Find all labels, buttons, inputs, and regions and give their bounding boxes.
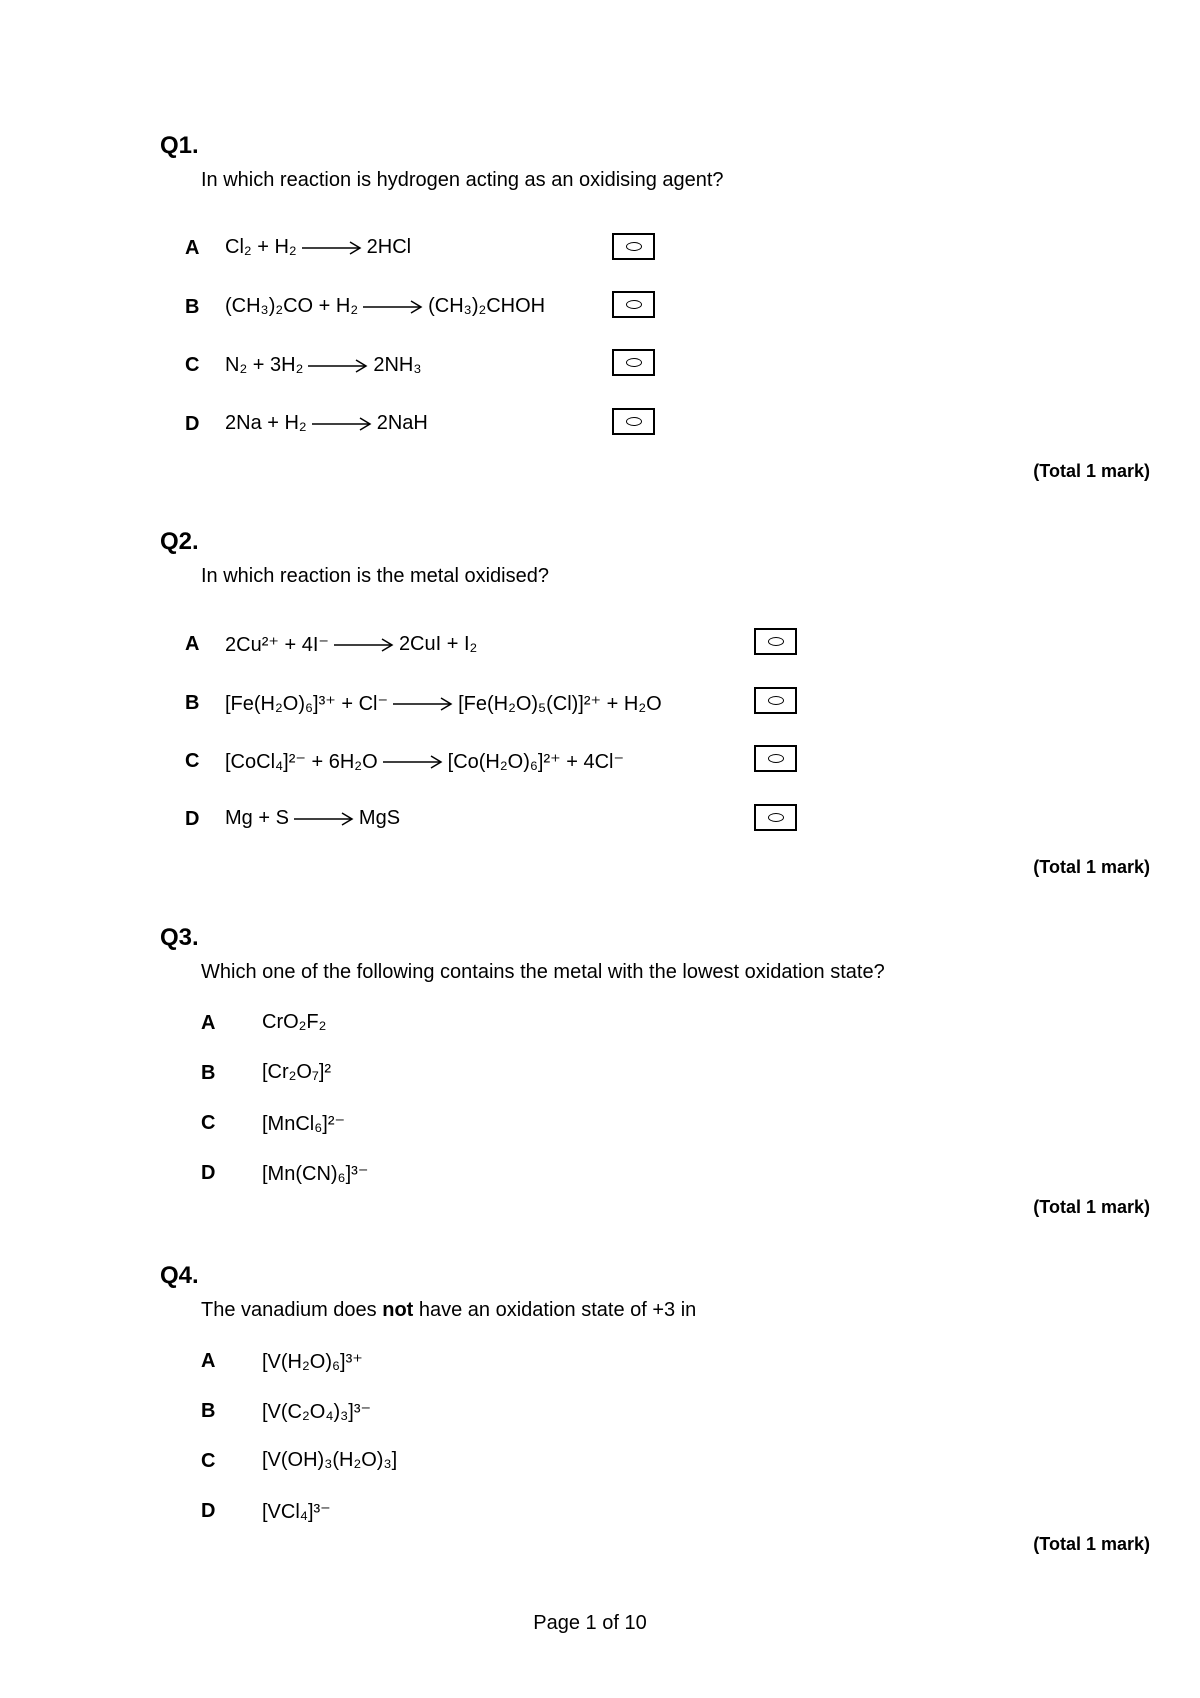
answer-bubble-icon <box>626 358 642 367</box>
q2-option-d-products: MgS <box>358 807 401 829</box>
answer-bubble-icon <box>626 242 642 251</box>
q3-option-a-letter: A <box>201 1012 216 1034</box>
q1-total-mark: (Total 1 mark) <box>1033 461 1150 481</box>
answer-bubble-icon <box>768 637 784 646</box>
q2-option-d-answer-box[interactable] <box>754 804 797 831</box>
question-4-number: Q4. <box>160 1262 199 1289</box>
q1-option-d-answer-box[interactable] <box>612 408 655 435</box>
q1-option-b-answer-box[interactable] <box>612 291 655 318</box>
q1-option-c-equation <box>225 354 422 377</box>
q4-stem-emphasis: not <box>382 1299 414 1321</box>
q2-option-c-answer-box[interactable] <box>754 745 797 772</box>
q1-option-c-answer-box[interactable] <box>612 349 655 376</box>
q4-stem-after: have an oxidation state of +3 in <box>413 1299 697 1321</box>
reaction-arrow-icon <box>294 812 354 826</box>
answer-bubble-icon <box>768 696 784 705</box>
q1-option-d-reactants: 2Na + H₂ <box>225 412 307 434</box>
q2-option-a-answer-box[interactable] <box>754 628 797 655</box>
q3-option-b-text: [Cr₂O₇]² <box>262 1061 332 1083</box>
q2-option-b-reactants: [Fe(H₂O)₆]³⁺ + Cl⁻ <box>225 693 389 715</box>
question-2-number: Q2. <box>160 528 199 555</box>
q2-option-d-letter: D <box>185 808 200 830</box>
q1-option-c-reactants: N₂ + 3H₂ <box>225 354 304 376</box>
q1-option-b-equation <box>225 295 545 318</box>
q2-option-a-products: 2CuI + I₂ <box>398 633 478 655</box>
reaction-arrow-icon <box>363 300 423 314</box>
q1-option-a-reactants: Cl₂ + H₂ <box>225 236 297 258</box>
answer-bubble-icon <box>768 754 784 763</box>
q2-option-c-reactants: [CoCl₄]²⁻ + 6H₂O <box>225 751 378 773</box>
q4-option-c-text: [V(OH)₃(H₂O)₃] <box>262 1449 398 1471</box>
reaction-arrow-icon <box>383 755 443 769</box>
answer-bubble-icon <box>626 300 642 309</box>
q2-option-b-letter: B <box>185 692 200 714</box>
q2-total-mark: (Total 1 mark) <box>1033 857 1150 877</box>
q4-stem-before: The vanadium does <box>201 1299 383 1321</box>
q3-option-d-letter: D <box>201 1162 216 1184</box>
q4-option-a-letter: A <box>201 1350 216 1372</box>
reaction-arrow-icon <box>312 417 372 431</box>
q2-option-a-equation <box>225 632 477 657</box>
q3-total-mark: (Total 1 mark) <box>1033 1197 1150 1217</box>
q3-option-a-text: CrO₂F₂ <box>262 1011 327 1033</box>
q1-option-b-letter: B <box>185 296 200 318</box>
q3-option-c-letter: C <box>201 1112 216 1134</box>
q2-option-a-reactants: 2Cu²⁺ + 4I⁻ <box>225 634 329 656</box>
q4-option-c-letter: C <box>201 1450 216 1472</box>
q1-option-d-letter: D <box>185 413 200 435</box>
reaction-arrow-icon <box>302 241 362 255</box>
reaction-arrow-icon <box>334 638 394 652</box>
q1-option-b-products: (CH₃)₂CHOH <box>428 295 546 317</box>
q2-option-b-answer-box[interactable] <box>754 687 797 714</box>
question-2-stem: In which reaction is the metal oxidised? <box>201 565 549 587</box>
q2-option-c-products: [Co(H₂O)₆]²⁺ + 4Cl⁻ <box>447 751 625 773</box>
q4-option-d-text: [VCl₄]³⁻ <box>262 1501 331 1523</box>
q3-option-b-letter: B <box>201 1062 216 1084</box>
q3-option-c-text: [MnCl₆]²⁻ <box>262 1113 346 1135</box>
question-1-stem: In which reaction is hydrogen acting as an oxidising agent? <box>201 169 724 191</box>
q2-option-c-letter: C <box>185 750 200 772</box>
q1-option-c-products: 2NH₃ <box>373 354 422 376</box>
question-4-stem <box>201 1299 696 1322</box>
question-1-number: Q1. <box>160 132 199 159</box>
q2-option-b-equation <box>225 691 662 716</box>
q4-option-a-text: [V(H₂O)₆]³⁺ <box>262 1351 363 1373</box>
q1-option-a-equation <box>225 236 411 259</box>
question-3-stem: Which one of the following contains the metal with the lowest oxidation state? <box>201 961 885 983</box>
q1-option-d-products: 2NaH <box>376 412 428 434</box>
reaction-arrow-icon <box>393 697 453 711</box>
q1-option-a-products: 2HCl <box>366 236 412 258</box>
q1-option-a-answer-box[interactable] <box>612 233 655 260</box>
q4-option-b-letter: B <box>201 1400 216 1422</box>
q4-option-b-text: [V(C₂O₄)₃]³⁻ <box>262 1401 372 1423</box>
q1-option-c-letter: C <box>185 354 200 376</box>
reaction-arrow-icon <box>308 359 368 373</box>
q2-option-b-products: [Fe(H₂O)₅(Cl)]²⁺ + H₂O <box>458 693 662 715</box>
q1-option-d-equation <box>225 412 428 435</box>
q3-option-d-text: [Mn(CN)₆]³⁻ <box>262 1163 369 1185</box>
q1-option-a-letter: A <box>185 237 200 259</box>
q2-option-d-reactants: Mg + S <box>225 807 289 829</box>
q2-option-d-equation <box>225 807 400 830</box>
q2-option-a-letter: A <box>185 633 200 655</box>
q4-option-d-letter: D <box>201 1500 216 1522</box>
answer-bubble-icon <box>626 417 642 426</box>
page-number-footer: Page 1 of 10 <box>533 1612 647 1634</box>
answer-bubble-icon <box>768 813 784 822</box>
q1-option-b-reactants: (CH₃)₂CO + H₂ <box>225 295 359 317</box>
q2-option-c-equation <box>225 749 624 774</box>
q4-total-mark: (Total 1 mark) <box>1033 1534 1150 1554</box>
question-3-number: Q3. <box>160 924 199 951</box>
